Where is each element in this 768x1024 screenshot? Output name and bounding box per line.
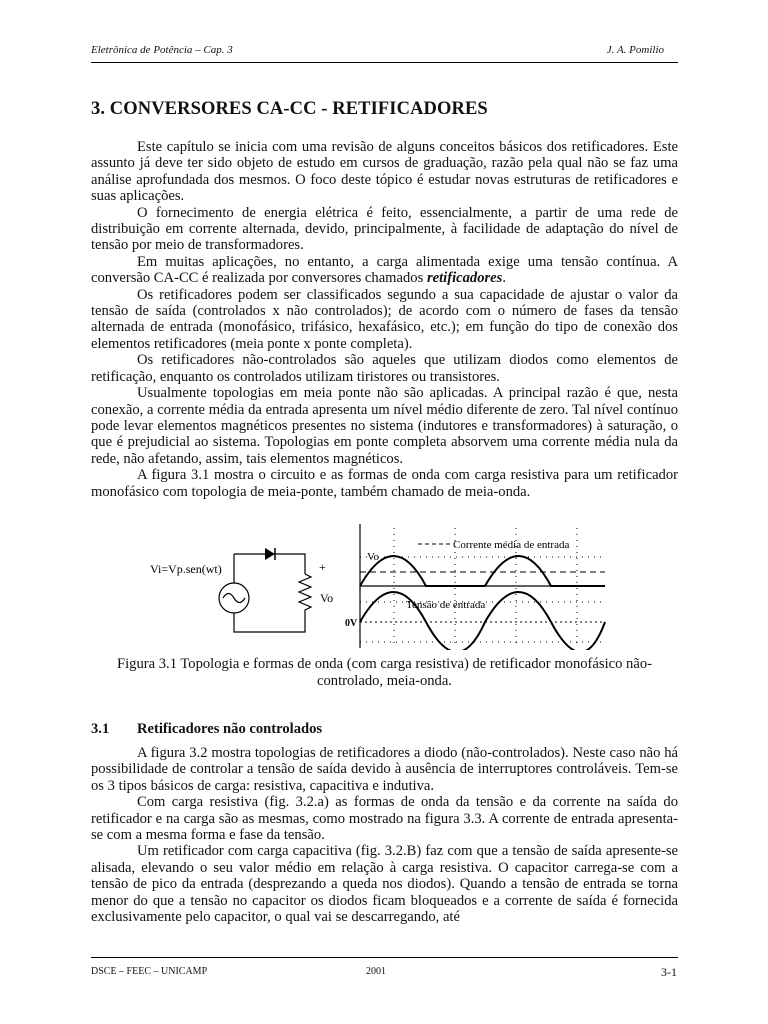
paragraph: Os retificadores podem ser classificados segundo a sua capacidade de ajustar o valor da tensão de saída (controlados x não controlados); de acordo com o número de fases da tensão alternada de entrada (monofásico, trifásico, hexafásico, etc.); em função do tipo de conexão dos elementos retificadores (meia ponte x ponte completa). <box>91 286 678 352</box>
zero-volt-label: 0V <box>345 618 358 629</box>
section-number: 3.1 <box>91 721 110 737</box>
section-heading <box>91 721 322 738</box>
paragraph-end: . <box>502 270 506 287</box>
chapter-title: 3. CONVERSORES CA-CC - RETIFICADORES <box>91 99 488 119</box>
running-header-author: J. A. Pomilio <box>606 44 664 56</box>
footer-year: 2001 <box>366 966 386 977</box>
section-text <box>91 745 678 925</box>
paragraph: Este capítulo se inicia com uma revisão de alguns conceitos básicos dos retificadores. Este assunto já deve ter sido objeto de estudo em cursos de graduação, razão pela qual não se faz uma análise aprofundada dos mesmos. O foco deste tópico é estudar novas estruturas de retificadores e suas aplicações. <box>91 139 678 205</box>
paragraph: Os retificadores não-controlados são aqueles que utilizam diodos como elementos de retificação, enquanto os controlados utilizam tiristores ou transistores. <box>91 352 678 385</box>
footer-rule <box>91 957 678 958</box>
paragraph: A figura 3.1 mostra o circuito e as formas de onda com carga resistiva para um retificador monofásico com topologia de meia-ponte, também chamado de meia-onda. <box>91 467 678 500</box>
paragraph <box>91 254 678 287</box>
intro-text <box>91 139 678 500</box>
paragraph: Um retificador com carga capacitiva (fig. 3.2.B) faz com que a tensão de saída apresente-se alisada, elevando o seu valor médio em relação à carga resistiva. O capacitor carrega-se com a tensão de pico da entrada (desprezando a queda nos diodos). Quando a tensão de entrada se torna menor do que a tensão no capacitor os diodos ficam bloqueados e a corrente de saída é fornecida exclusivamente pelo capacitor, o qual vai se descarregando, até <box>91 843 678 926</box>
paragraph: A figura 3.2 mostra topologias de retificadores a diodo (não-controlados). Neste caso não há possibilidade de controlar a tensão de saída devido à ausência de interruptores controláveis. Tem-se os 3 tipos básicos de carga: resistiva, capacitiva e indutiva. <box>91 745 678 794</box>
plus-label: + <box>319 560 326 574</box>
figure-caption: Figura 3.1 Topologia e formas de onda (com carga resistiva) de retificador monofásico não-controlado, meia-onda. <box>117 656 652 689</box>
diode-icon <box>265 548 275 560</box>
input-voltage-label: Tensão de entrada <box>406 599 486 611</box>
running-header-chapter: Eletrônica de Potência – Cap. 3 <box>91 44 233 56</box>
paragraph: O fornecimento de energia elétrica é feito, essencialmente, a partir de uma rede de distribuição em corrente alternada, devido, principalmente, à facilidade de adaptação do nível de tensão por meio de transformadores. <box>91 204 678 254</box>
wave-vo-label: Vo <box>367 551 380 563</box>
paragraph: Usualmente topologias em meia ponte não são aplicadas. A principal razão é que, nesta conexão, a corrente média da entrada apresenta um nível médio diferente de zero. Tal nível contínuo pode levar elementos magnéticos presentes no sistema (indutores e transformadores) à saturação, o que é prejudicial ao sistema. Topologias em ponte completa absorvem uma corrente média nula da rede, não afetando, assim, tais elementos magnéticos. <box>91 385 678 467</box>
header-rule <box>91 62 678 63</box>
rectified-output-wave <box>360 556 605 586</box>
figure-3-1 <box>150 520 620 650</box>
resistor-icon <box>299 574 311 616</box>
footer-institution: DSCE – FEEC – UNICAMP <box>91 966 208 977</box>
source-label: Vi=Vp.sen(wt) <box>150 562 222 576</box>
average-current-label: Corrente média de entrada <box>453 539 570 551</box>
paragraph-text: Em muitas aplicações, no entanto, a carga alimentada exige uma tensão contínua. A conversão CA-CC é realizada por conversores chamados <box>91 253 678 287</box>
circuit-diagram <box>219 554 311 632</box>
output-voltage-label: Vo <box>320 591 334 605</box>
section-title: Retificadores não controlados <box>137 721 323 737</box>
page-number: 3-1 <box>661 965 677 979</box>
paragraph: Com carga resistiva (fig. 3.2.a) as formas de onda da tensão e da corrente na saída do retificador e na carga são as mesmas, como mostrado na figura 3.3. A corrente de entrada apresenta-se com a mesma forma e fase da tensão. <box>91 794 678 844</box>
emphasis-term: retificadores <box>426 270 503 287</box>
